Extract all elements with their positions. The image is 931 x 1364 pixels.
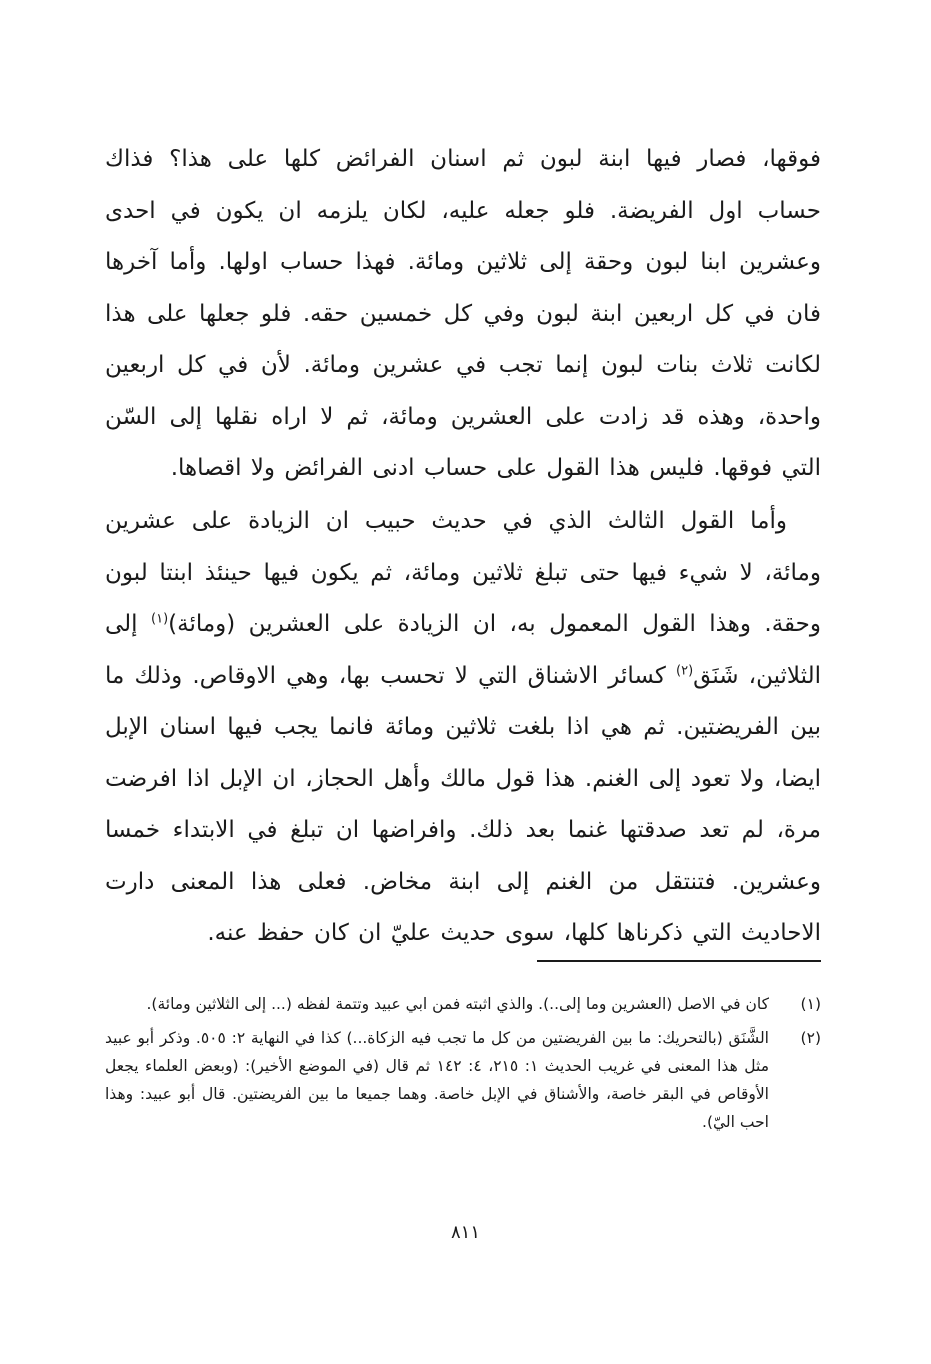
footnotes — [105, 990, 821, 1142]
footnote-1-text: كان في الاصل (العشرين وما إلى..). والذي اثبته فمن ابي عبيد وتتمة لفظه (... إلى الثلاثين ومائة). — [146, 995, 769, 1013]
paragraph-2-text-part1: وأما القول الثالث الذي في حديث حبيب ان الزيادة على عشرين ومائة، لا شيء فيها حتى تبلغ ثلاثين ومائة، ثم يكون فيها حينئذ ابنتا لبون وحقة. وهذا القول المعمول به، ان الزيادة على العشرين (ومائة) — [105, 508, 821, 637]
footnote-1-number: (١) — [800, 995, 821, 1013]
footnote-2-text: الشَّنَق (بالتحريك: ما بين الفريضتين من كل ما تجب فيه الزكاة...) كذا في النهاية ٢: ٥٠٥. وذكر أبو عبيد مثل هذا المعنى في غريب الحديث ١: ٢١٥، ٤: ١٤٢ ثم قال (في الموضع الأخير): (وبعض العلماء يجعل الأوقاص في البقر خاصة، والأشناق في الإبل خاصة. وهما جميعا ما بين الفريضتين. قال أبو عبيد: وهذا احب اليّ). — [105, 1029, 770, 1131]
paragraph-2-text-part3: كسائر الاشناق التي لا تحسب بها، وهي الاوقاص. وذلك ما بين الفريضتين. ثم هي اذا بلغت ثلاثين ومائة فانما يجب فيها اسنان الإبل ايضا، ولا تعود إلى الغنم. هذا قول مالك وأهل الحجاز، ان الإبل اذا افرضت مرة، لم تعد صدقتها غنما بعد ذلك. وافراضها ان تبلغ في الابتداء خمسا وعشرين. فتنتقل من الغنم إلى ابنة مخاض. فعلى هذا المعنى دارت الاحاديث التي ذكرناها كلها، سوى حديث عليّ ان كان حفظ عنه. — [105, 662, 821, 946]
footnote-ref-1[interactable]: (١) — [151, 611, 169, 627]
footnote-ref-2[interactable]: (٢) — [676, 662, 694, 678]
footnote-separator — [537, 960, 821, 962]
footnote-2 — [105, 1024, 821, 1136]
page-number: ٨١١ — [450, 1222, 480, 1243]
paragraph-2-text-part2: إلى الثلاثين، شَنَق — [105, 611, 821, 689]
paragraph-1-text: فوقها، فصار فيها ابنة لبون ثم اسنان الفرائض كلها على هذا؟ فذاك حساب اول الفريضة. فلو جعله عليه، لكان يلزمه ان يكون في احدى وعشرين ابنا لبون وحقة إلى ثلاثين ومائة. فهذا حساب اولها. وأما آخرها فان في كل اربعين ابنة لبون وفي كل خمسين حقه. فلو جعلها على هذا لكانت ثلاث بنات لبون إنما تجب في عشرين ومائة. لأن في كل اربعين واحدة، وهذه قد زادت على العشرين ومائة، ثم لا اراه نقلها إلى السّن التي فوقها. فليس هذا القول على حساب ادنى الفرائض ولا اقصاها. — [105, 146, 821, 481]
footnote-1 — [105, 990, 821, 1018]
footnote-2-number: (٢) — [800, 1029, 821, 1047]
paragraph-2 — [105, 496, 821, 960]
paragraph-1 — [105, 134, 821, 495]
